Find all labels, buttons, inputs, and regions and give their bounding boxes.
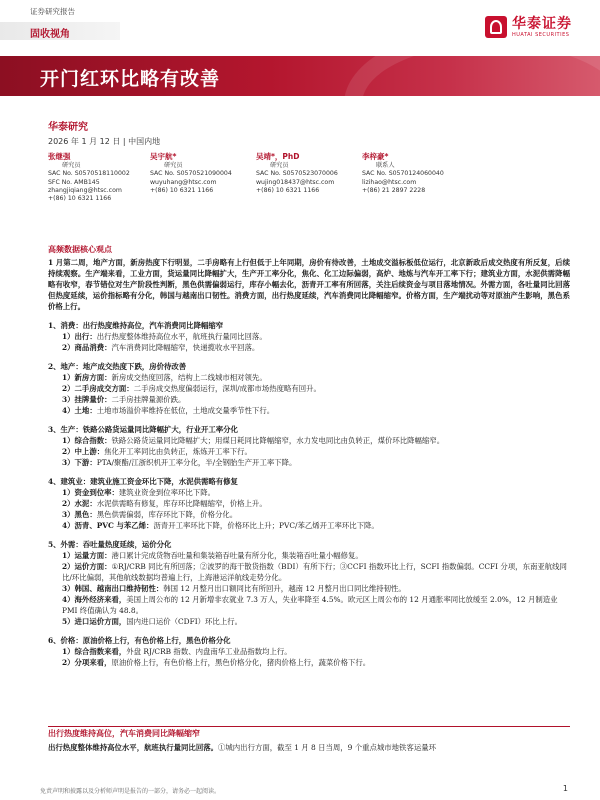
section-property [48,361,570,416]
author-name: 张继强 [48,152,71,161]
section-item: 2）二手房成交方面：二手房成交热度偏弱运行，深圳/成都市场热度略有回升。 [62,384,321,393]
highlights-title: 高频数据核心观点 [48,244,112,254]
section-item: 4）沥青、PVC 与苯乙烯：沥青开工率环比下降，价格环比上升；PVC/苯乙烯开工率环比下降。 [62,521,379,530]
section-item: 3）下游：PTA/聚酯/江浙织机开工率分化，半/全钢胎生产开工率下降。 [62,458,297,467]
section-item: 1）资金到位率：建筑业资金到位率环比下降。 [62,488,215,497]
section-item: 2）分项来看，原油价格上行，有色价格上行，黑色价格分化，猪肉价格上行，蔬菜价格下行。 [62,658,371,667]
section-item: 2）运价方面：①RJ/CRB 同比有所回落；②波罗的海干散货指数（BDI）有所下行；③CCFI 指数环比上行，SCFI 指数偏弱。CCFI 分项，东南亚航线同比/环比偏弱，其他航线数据均普遍上行，上海港运洋航线走势分化。 [62,562,567,582]
section-prices [48,635,570,668]
section-tag [0,22,120,40]
section-heading: 5、外需：吞吐量热度延续，运价分化 [48,540,172,549]
section-item: 3）挂牌量价：二手房挂牌量源价跌。 [62,395,186,404]
author-role: 研究员 [164,162,183,169]
author-phone: +(86) 10 6321 1166 [48,195,112,203]
section-item: 4）土地：土地市场溢价率维持在低位，土地成交量季节性下行。 [62,406,275,415]
section-heading: 6、价格：原油价格上行，有色价格上行，黑色价格分化 [48,636,231,645]
section-heading: 2、地产：地产成交热度下跌，房价待改善 [48,362,187,371]
author-card [256,152,376,195]
disclaimer-footer: 免责声明和披露以及分析师声明是报告的一部分，请务必一起阅读。 [40,788,221,795]
author-name: 李梓豪* [362,152,389,161]
brand-logo-icon [485,16,507,38]
author-name: 吴宇航* [150,152,177,161]
section-item: 1）综合指数：铁路公路货运量同比降幅扩大；用煤日耗同比降幅缩窄，水力发电同比由负转正，煤价环比降幅缩窄。 [62,436,445,445]
author-sac: SAC No. S0570124060040 [362,170,444,178]
highlights-summary: 1 月第二周，地产方面，新房热度下行明显，二手房略有上行但低于上年同期，房价有待改善，土地成交溢标板低位运行，北京新政后成交热度有所反复，后续持续观察。生产端来看，工业方面，货运量同比降幅扩大，生产开工率分化，焦化、化工边际偏弱，高炉、地炼与汽车开工率下行；建筑业方面，水泥供需降幅略有收窄，春节错位对生产阶段性判断，黑色供需偏弱运行，库存小幅去化，沥青开工率有所回落，关注后续资金与项目落地情况。外需方面，各吐量同比回落但热度延续，运价指标略有分化，韩国与越南出口韧性。消费方面，出行热度延续，汽车消费同比降幅缩窄。价格方面，生产端扰动等对原油产生影响，黑色系价格上行。 [48,258,570,311]
report-date: 2026 年 1 月 12 日 | 中国内地 [48,137,161,146]
section-item: 1）出行：出行热度整体维持高位水平，航班执行量同比回落。 [62,332,267,341]
section-item: 2）水泥：水泥供需略有修复，库存环比降幅缩窄，价格上升。 [62,499,267,508]
author-email[interactable]: lizihao@htsc.com [362,178,417,186]
author-role: 研究员 [270,162,289,169]
author-email[interactable]: zhangjiqiang@htsc.com [48,186,122,194]
author-name: 吴靖*，PhD [256,152,300,161]
section-consumption [48,320,570,353]
author-card [150,152,270,195]
brand-logo [485,14,572,40]
page-title: 开门红环比略有改善 [40,68,221,90]
section-item: 3）韩国、越南出口维持韧性：韩国 12 月整月出口额同比有所回升，越南 12 月整月出口同比维持韧性。 [62,584,406,593]
section-construction [48,476,570,531]
author-role: 联系人 [376,162,395,169]
author-sfc: SFC No. AMB145 [48,178,100,186]
author-email[interactable]: wuyuhang@htsc.com [150,178,217,186]
section-item: 2）商品消费：汽车消费同比降幅缩窄，快递揽收水平回落。 [62,343,260,352]
author-sac: SAC No. S0570518110002 [48,170,130,178]
report-body [48,244,570,668]
author-phone: +(86) 10 6321 1166 [150,186,214,194]
author-phone: +(86) 10 6321 1166 [256,186,320,194]
section-heading: 1、消费：出行热度维持高位，汽车消费同比降幅缩窄 [48,321,224,330]
brand-logo-en: HUATAI SECURITIES [512,31,570,38]
author-sac: SAC No. S0570523070006 [256,170,338,178]
report-type-label: 证券研究报告 [30,7,75,16]
section-item: 3）黑色：黑色供需偏弱，库存环比下降，价格分化。 [62,510,238,519]
section-item: 1）运量方面：港口累计完成货物吞吐量和集装箱吞吐量有所分化，集装箱吞吐量小幅修复。 [62,551,363,560]
author-card [362,152,482,195]
section-item: 1）综合指数来看，外盘 RJ/CRB 指数、内盘南华工业品指数均上行。 [62,647,292,656]
org-name: 华泰研究 [48,122,88,133]
section-production [48,424,570,468]
detail-heading: 出行热度维持高位，汽车消费同比降幅缩窄 [48,728,200,738]
divider [48,726,570,727]
brand-logo-cn: 华泰证券 [512,15,572,32]
detail-text: 出行热度整体维持高位水平，航班执行量同比回落。①城内出行方面，截至 1 月 8 日当周，9 个重点城市地铁客运量环 [48,743,437,752]
author-role: 研究员 [62,162,81,169]
author-phone: +(86) 21 2897 2228 [362,186,426,194]
section-item: 2）中上游：焦化开工率同比由负转正，炼炼开工率下行。 [62,447,252,456]
title-banner [0,56,600,96]
section-tag-label: 固收视角 [30,29,70,40]
section-heading: 3、生产：铁路公路货运量同比降幅扩大，行业开工率分化 [48,425,238,434]
section-item: 1）新房方面：新房成交热度回落，结构上二线城市相对领先。 [62,373,267,382]
section-external-demand [48,539,570,627]
section-item: 5）进口运价方面，国内进口运价（CDFI）环比上行。 [62,617,242,626]
section-heading: 4、建筑业：建筑业施工资金环比下降，水泥供需略有修复 [48,477,238,486]
author-email[interactable]: wujing018437@htsc.com [256,178,335,186]
section-item: 4）海外经济来看，美国上周公布的 12 月新增非农就业 7.3 万人，失业率降至 4.5%。欧元区上周公布的 12 月通胀率同比放缓至 2.0%，12 月制造业 PMI 终值确认为 48.8。 [62,595,558,615]
page-number: 1 [562,784,568,793]
author-sac: SAC No. S0570521090004 [150,170,232,178]
